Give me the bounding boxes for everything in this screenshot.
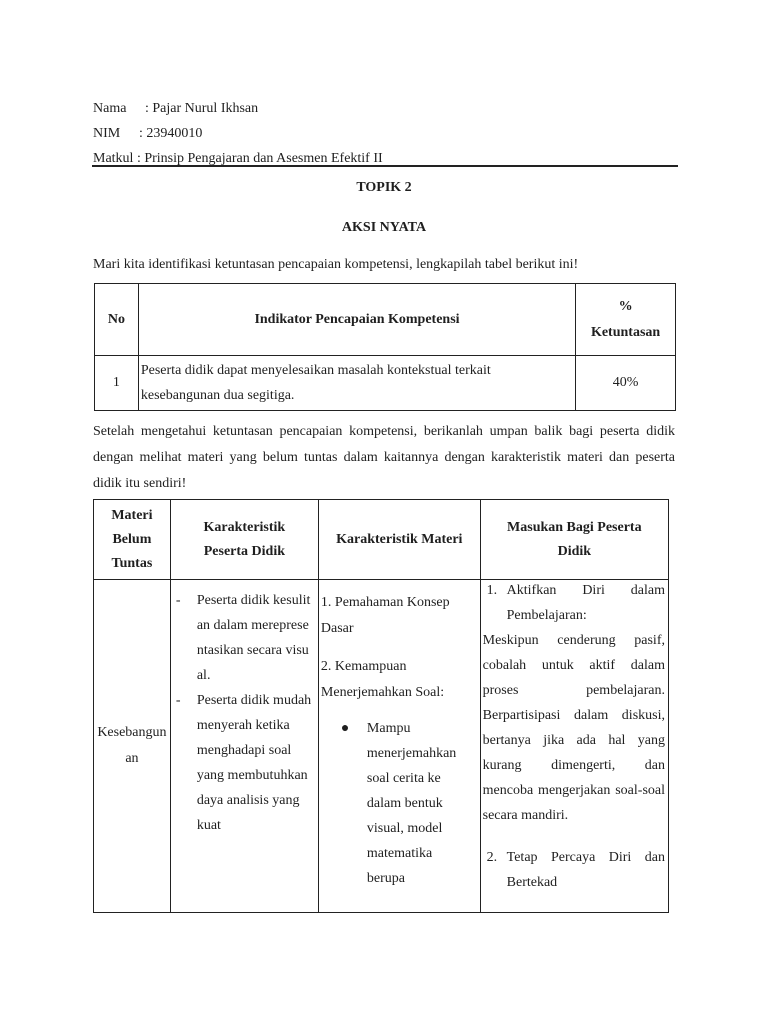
col-indikator-header: Indikator Pencapaian Kompetensi [138, 284, 575, 356]
feedback-table [93, 499, 669, 913]
bullet-dot-icon: ● [340, 721, 350, 736]
feedback-table-header [94, 500, 669, 580]
masukan-item-1-body: Meskipun cenderung pasif, cobalah untuk aktif dalam proses pembelajaran. Berpartisipasi dalam diskusi, bertanya jika ada hal yang kurang dimengerti, dan mencoba mengerjakan soal-soal secara mandiri. [482, 633, 665, 823]
masukan-item-2: 2. Tetap Percaya Diri dan Bertekad [486, 850, 665, 890]
table-row [95, 356, 676, 411]
materi-char-item-2: 2. Kemampuan Menerjemahkan Soal: [320, 659, 445, 700]
page-subtitle: AKSI NYATA [341, 220, 427, 235]
nama-label: Nama [93, 101, 127, 116]
pct-symbol: % [618, 298, 633, 314]
col-materi-char-header: Karakteristik Materi [318, 500, 480, 580]
materi-char-item-1: 1. Pemahaman Konsep Dasar [320, 595, 450, 636]
list-item: - Peserta didik mudah menyerah ketika menghadapi soal yang membutuhkan daya analisis yang kuat [175, 693, 312, 833]
col-masukan-header: Masukan Bagi Peserta Didik [480, 500, 668, 580]
matkul-label: Matkul [93, 151, 134, 166]
masukan-cell [480, 580, 668, 913]
table-row [94, 580, 669, 913]
instruction-text: Setelah mengetahui ketuntasan pencapaian kompetensi, berikanlah umpan balik bagi peserta didik dengan melihat materi yang belum tuntas dalam kaitannya dengan karakteristik materi dan peserta didik itu sendiri! [93, 424, 675, 491]
header-divider [92, 165, 678, 167]
materi-cell [94, 580, 171, 913]
col-no-header: No [95, 284, 139, 356]
nim-row [93, 121, 493, 146]
matkul-value: : Prinsip Pengajaran dan Asesmen Efektif II [136, 151, 383, 166]
list-item: ● Mampu menerjemahkan soal cerita ke dalam bentuk visual, model matematika berupa [321, 716, 474, 891]
col-peserta-header: Karakteristik Peserta Didik [170, 500, 318, 580]
nama-value: : Pajar Nurul Ikhsan [145, 101, 259, 116]
intro-text: Mari kita identifikasi ketuntasan pencapaian kompetensi, lengkapilah tabel berikut ini! [93, 257, 579, 272]
list-item: - Peserta didik kesulitan dalam merepresentasikan secara visual. [175, 593, 311, 683]
pct-label: Ketuntasan [590, 324, 661, 340]
row-indikator: Peserta didik dapat menyelesaikan masalah kontekstual terkait kesebangunan dua segitiga. [138, 356, 575, 411]
peserta-cell [170, 580, 318, 913]
materi-char-cell [318, 580, 480, 913]
col-ketuntasan-header [576, 284, 676, 356]
materi-text: Kesebangunan [97, 725, 167, 766]
nim-label: NIM [93, 126, 121, 141]
page-title: TOPIK 2 [356, 180, 412, 195]
competency-table-header [95, 284, 676, 356]
matkul-row [93, 146, 493, 171]
nim-value: : 23940010 [139, 126, 203, 141]
masukan-item-1: 1. Aktifkan Diri dalam Pembelajaran: [486, 583, 665, 623]
header-block [93, 96, 493, 171]
row-no: 1 [95, 356, 139, 411]
row-pct: 40% [576, 356, 676, 411]
nama-row [93, 96, 493, 121]
col-materi-header: Materi Belum Tuntas [94, 500, 171, 580]
competency-table [94, 283, 676, 411]
